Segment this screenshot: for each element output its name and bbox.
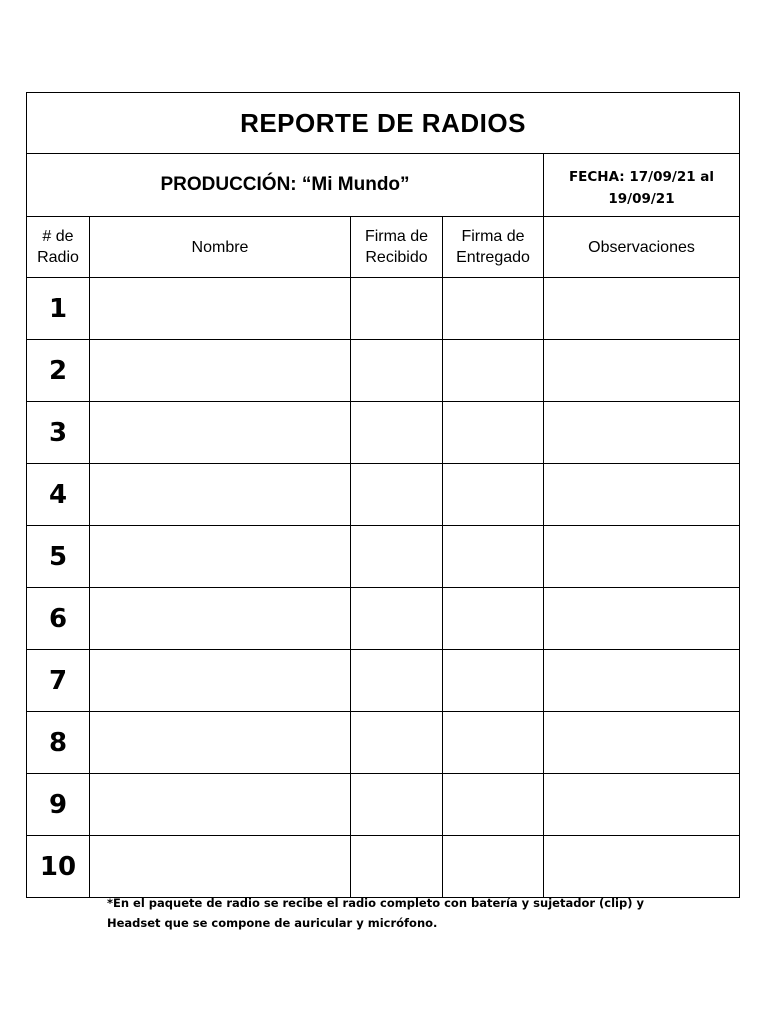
received-signature-cell <box>351 836 443 898</box>
delivered-signature-cell <box>443 588 544 650</box>
radio-number-cell: 7 <box>27 650 90 712</box>
observations-cell <box>544 402 740 464</box>
column-header-received-line-2: Recibido <box>365 249 428 266</box>
name-cell <box>90 464 351 526</box>
column-header-name: Nombre <box>90 217 351 278</box>
delivered-signature-cell <box>443 650 544 712</box>
radio-number-cell: 4 <box>27 464 90 526</box>
received-signature-cell <box>351 588 443 650</box>
radio-number-cell: 10 <box>27 836 90 898</box>
received-signature-cell <box>351 526 443 588</box>
radio-number-cell: 6 <box>27 588 90 650</box>
delivered-signature-cell <box>443 402 544 464</box>
footnote <box>107 893 667 933</box>
production-name: PRODUCCIÓN: “Mi Mundo” <box>27 154 544 217</box>
table-row <box>27 712 740 774</box>
name-cell <box>90 774 351 836</box>
delivered-signature-cell <box>443 774 544 836</box>
observations-cell <box>544 774 740 836</box>
delivered-signature-cell <box>443 836 544 898</box>
received-signature-cell <box>351 774 443 836</box>
column-header-observations: Observaciones <box>544 217 740 278</box>
table-row <box>27 278 740 340</box>
name-cell <box>90 588 351 650</box>
delivered-signature-cell <box>443 464 544 526</box>
radio-number-cell: 2 <box>27 340 90 402</box>
date-range-line-1: FECHA: 17/09/21 al <box>568 169 715 185</box>
radio-number-cell: 3 <box>27 402 90 464</box>
date-range <box>544 154 740 217</box>
table-row <box>27 402 740 464</box>
table-row <box>27 588 740 650</box>
name-cell <box>90 836 351 898</box>
received-signature-cell <box>351 712 443 774</box>
name-cell <box>90 402 351 464</box>
observations-cell <box>544 464 740 526</box>
observations-cell <box>544 650 740 712</box>
radio-report-table <box>26 92 740 898</box>
observations-cell <box>544 278 740 340</box>
column-header-radio-number-line-1: # de <box>42 228 74 245</box>
radio-number-cell: 1 <box>27 278 90 340</box>
column-header-radio-number <box>27 217 90 278</box>
table-row <box>27 464 740 526</box>
delivered-signature-cell <box>443 526 544 588</box>
received-signature-cell <box>351 402 443 464</box>
radio-report-sheet <box>26 92 739 891</box>
report-title: REPORTE DE RADIOS <box>27 93 740 154</box>
radio-number-cell: 5 <box>27 526 90 588</box>
name-cell <box>90 278 351 340</box>
received-signature-cell <box>351 278 443 340</box>
observations-cell <box>544 588 740 650</box>
name-cell <box>90 340 351 402</box>
footnote-line-1: *En el paquete de radio se recibe el radio completo con batería y sujetador (clip) y <box>107 896 644 910</box>
title-row <box>27 93 740 154</box>
table-row <box>27 526 740 588</box>
table-row <box>27 650 740 712</box>
observations-cell <box>544 836 740 898</box>
table-row <box>27 340 740 402</box>
name-cell <box>90 526 351 588</box>
production-row <box>27 154 740 217</box>
received-signature-cell <box>351 650 443 712</box>
column-header-radio-number-line-2: Radio <box>37 249 79 266</box>
received-signature-cell <box>351 464 443 526</box>
delivered-signature-cell <box>443 712 544 774</box>
name-cell <box>90 650 351 712</box>
observations-cell <box>544 712 740 774</box>
column-header-delivered-line-2: Entregado <box>456 249 530 266</box>
column-header-delivered-line-1: Firma de <box>461 228 525 245</box>
date-range-line-2: 19/09/21 <box>608 191 675 207</box>
observations-cell <box>544 526 740 588</box>
column-header-received-signature <box>351 217 443 278</box>
table-row <box>27 774 740 836</box>
column-header-delivered-signature <box>443 217 544 278</box>
footnote-line-2: Headset que se compone de auricular y micrófono. <box>107 916 438 930</box>
received-signature-cell <box>351 340 443 402</box>
column-header-row <box>27 217 740 278</box>
observations-cell <box>544 340 740 402</box>
delivered-signature-cell <box>443 278 544 340</box>
name-cell <box>90 712 351 774</box>
delivered-signature-cell <box>443 340 544 402</box>
column-header-received-line-1: Firma de <box>364 228 429 245</box>
radio-number-cell: 9 <box>27 774 90 836</box>
table-row <box>27 836 740 898</box>
radio-number-cell: 8 <box>27 712 90 774</box>
